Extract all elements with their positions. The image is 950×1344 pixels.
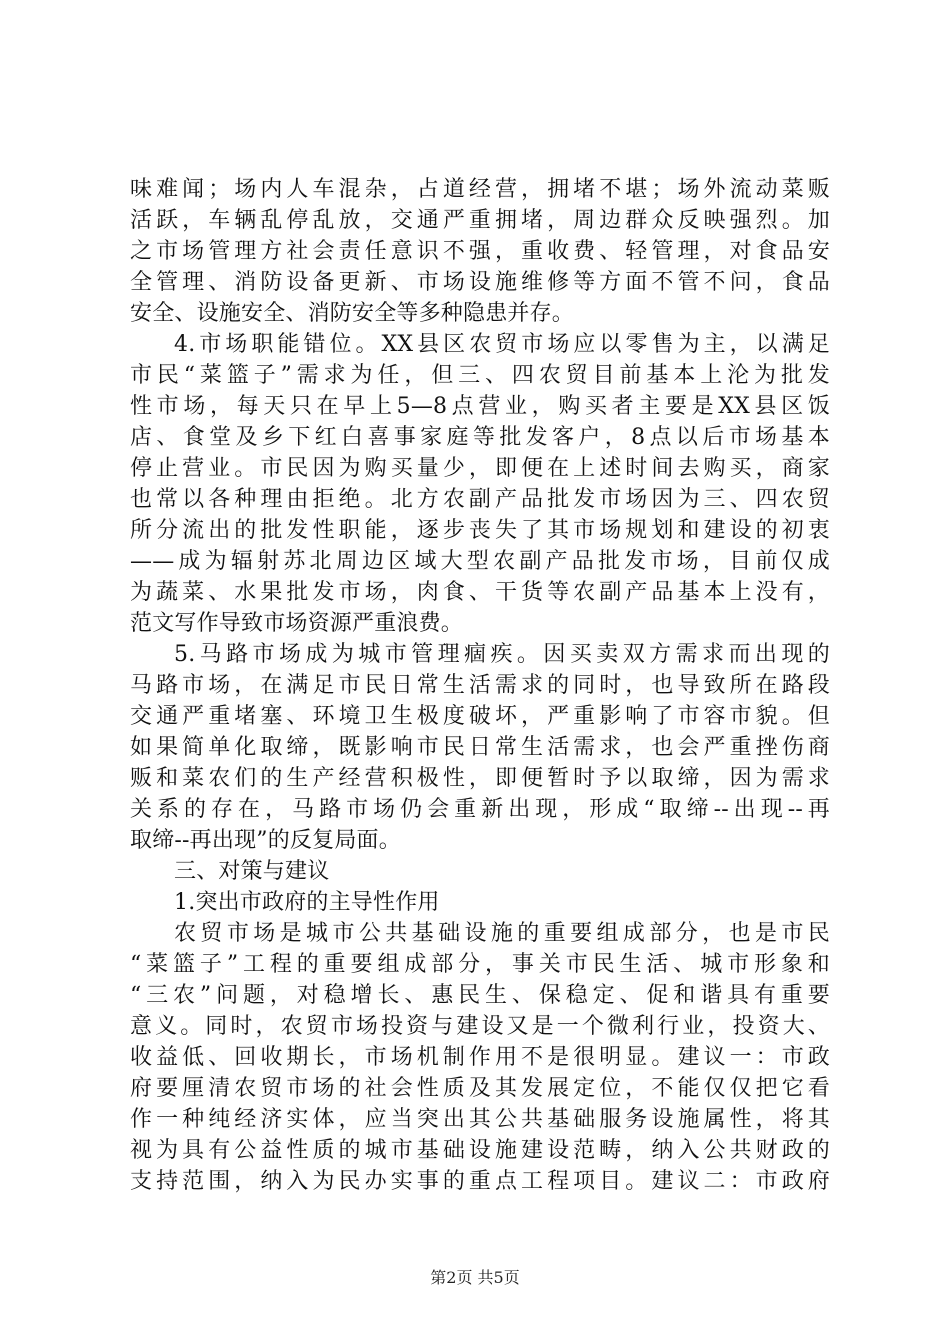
text-line: 关系的存在，马路市场仍会重新出现，形成“取缔--出现--再 [130, 797, 830, 822]
paragraph-start-line: 4.市场职能错位。XX县区农贸市场应以零售为主，以满足 [174, 332, 830, 357]
text-line: 范文写作导致市场资源严重浪费。 [130, 611, 464, 636]
text-line: 之市场管理方社会责任意识不强，重收费、轻管理，对食品安 [130, 239, 830, 264]
text-line: 马路市场，在满足市民日常生活需求的同时，也导致所在路段 [130, 673, 830, 698]
text-line: 店、食堂及乡下红白喜事家庭等批发客户，8点以后市场基本 [130, 425, 830, 450]
page-footer: 第2页 共5页 [430, 1268, 520, 1287]
text-line: 视为具有公益性质的城市基础设施建设范畴，纳入公共财政的 [130, 1138, 830, 1163]
text-line: “三农”问题，对稳增长、惠民生、保稳定、促和谐具有重要 [130, 983, 830, 1008]
text-line: “菜篮子”工程的重要组成部分，事关市民生活、城市形象和 [130, 952, 830, 977]
text-line: 所分流出的批发性职能，逐步丧失了其市场规划和建设的初衷 [130, 518, 830, 543]
text-line: ——成为辐射苏北周边区域大型农副产品批发市场，目前仅成 [130, 549, 830, 574]
body-text [130, 174, 830, 1197]
text-line: 意义。同时，农贸市场投资与建设又是一个微利行业，投资大、 [130, 1014, 830, 1039]
text-line: 为蔬菜、水果批发市场，肉食、干货等农副产品基本上没有， [130, 580, 830, 605]
paragraph-start-line: 农贸市场是城市公共基础设施的重要组成部分，也是市民 [174, 921, 830, 946]
section-heading: 三、对策与建议 [174, 859, 330, 884]
text-line: 性市场，每天只在早上5—8点营业，购买者主要是XX县区饭 [130, 394, 830, 419]
subsection-heading: 1.突出市政府的主导性作用 [174, 890, 440, 915]
text-line: 如果简单化取缔，既影响市民日常生活需求，也会严重挫伤商 [130, 735, 830, 760]
text-line: 全管理、消防设备更新、市场设施维修等方面不管不问，食品 [130, 270, 830, 295]
text-line: 安全、设施安全、消防安全等多种隐患并存。 [130, 301, 575, 326]
text-line: 支持范围，纳入为民办实事的重点工程项目。建议二：市政府 [130, 1169, 830, 1194]
text-line: 活跃，车辆乱停乱放，交通严重拥堵，周边群众反映强烈。加 [130, 208, 830, 233]
text-line: 停止营业。市民因为购买量少，即便在上述时间去购买，商家 [130, 456, 830, 481]
text-line: 取缔--再出现”的反复局面。 [130, 828, 401, 853]
text-line: 作一种纯经济实体，应当突出其公共基础服务设施属性，将其 [130, 1107, 830, 1132]
text-line: 府要厘清农贸市场的社会性质及其发展定位，不能仅仅把它看 [130, 1076, 830, 1101]
text-line: 也常以各种理由拒绝。北方农副产品批发市场因为三、四农贸 [130, 487, 830, 512]
text-line: 贩和菜农们的生产经营积极性，即便暂时予以取缔，因为需求 [130, 766, 830, 791]
text-line: 收益低、回收期长，市场机制作用不是很明显。建议一：市政 [130, 1045, 830, 1070]
text-line: 交通严重堵塞、环境卫生极度破坏，严重影响了市容市貌。但 [130, 704, 830, 729]
text-line: 味难闻；场内人车混杂，占道经营，拥堵不堪；场外流动菜贩 [130, 177, 830, 202]
text-line: 市民“菜篮子”需求为任，但三、四农贸目前基本上沦为批发 [130, 363, 830, 388]
paragraph-start-line: 5.马路市场成为城市管理痼疾。因买卖双方需求而出现的 [174, 642, 830, 667]
